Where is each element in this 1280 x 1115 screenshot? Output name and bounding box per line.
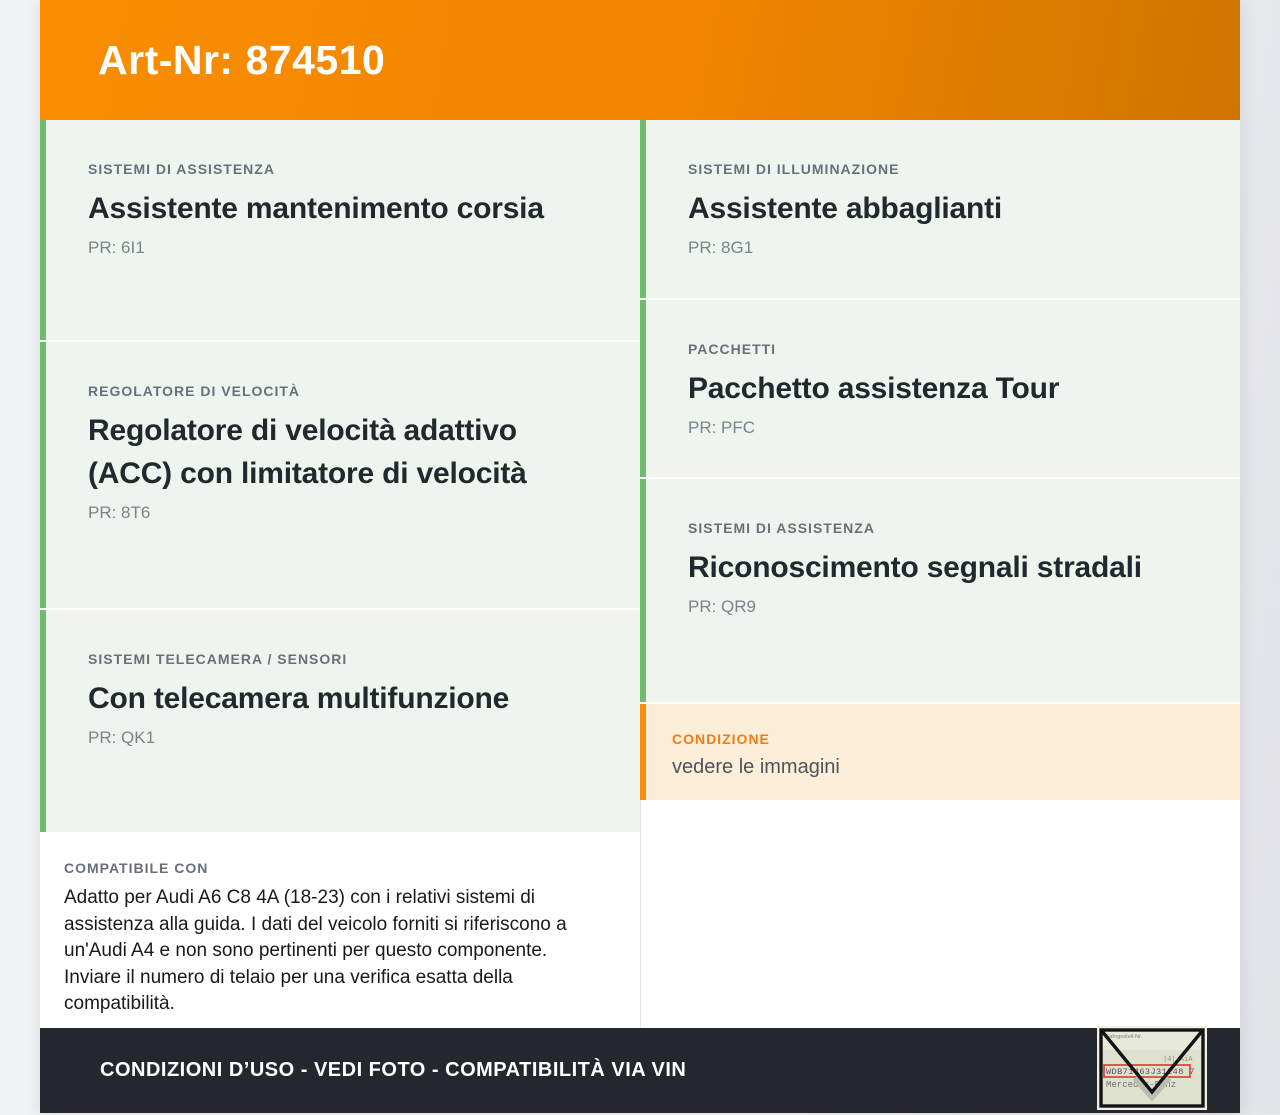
condition-card [640, 704, 1240, 800]
card-category-label: SISTEMI DI ILLUMINAZIONE [688, 161, 900, 177]
card-pr-code: PR: QK1 [88, 728, 156, 747]
svg-text:Fahrgestell-Nr.: Fahrgestell-Nr. [1106, 1034, 1143, 1040]
feature-card [640, 300, 1240, 477]
vin-envelope-image [1097, 1026, 1207, 1110]
card-category-label: SISTEMI DI ASSISTENZA [88, 161, 275, 177]
card-pr-code: PR: 8G1 [688, 238, 754, 257]
right-column [640, 120, 1240, 1028]
page-title: Art-Nr: 874510 [98, 36, 386, 83]
card-pr-code: PR: QR9 [688, 597, 757, 616]
card-title: Riconoscimento segnali stradali [688, 551, 1142, 584]
feature-card [40, 342, 640, 608]
card-title: Con telecamera multifunzione [88, 682, 510, 715]
svg-text:Mercedes-Benz: Mercedes-Benz [1106, 1080, 1177, 1090]
svg-text:|4| AiA: |4| AiA [1163, 1056, 1193, 1064]
card-category-label: PACCHETTI [688, 341, 777, 357]
column-filler [640, 800, 1240, 1028]
feature-card [640, 479, 1240, 702]
feature-card [40, 610, 640, 832]
svg-text:WDB71463J31248 7: WDB71463J31248 7 [1106, 1067, 1195, 1077]
left-column [40, 120, 640, 1028]
compatibility-label: COMPATIBILE CON [64, 860, 209, 876]
header-banner [40, 0, 1240, 120]
card-category-label: REGOLATORE DI VELOCITÀ [88, 383, 301, 399]
card-title: Pacchetto assistenza Tour [688, 372, 1060, 405]
compatibility-text: Adatto per Audi A6 C8 4A (18-23) con i relativi sistemi di assistenza alla guida. I dati del veicolo forniti si riferiscono a un'Audi A4 e non sono pertinenti per questo componente. Inviare il numero di telaio per una verifica esatta della compatibilità. [64, 887, 567, 1014]
card-title: Regolatore di velocità adattivo (ACC) con limitatore di velocità [88, 414, 527, 490]
feature-card [40, 120, 640, 340]
card-category-label: SISTEMI DI ASSISTENZA [688, 520, 875, 536]
condition-label: CONDIZIONE [672, 731, 770, 747]
footer-bar [40, 1028, 1240, 1113]
card-pr-code: PR: 6I1 [88, 238, 145, 257]
condition-text: vedere le immagini [672, 756, 840, 778]
vin-document [1097, 1026, 1207, 1110]
compatibility-card [40, 834, 640, 1028]
feature-card [640, 120, 1240, 298]
card-title: Assistente mantenimento corsia [88, 192, 544, 225]
card-pr-code: PR: PFC [688, 418, 756, 437]
card-category-label: SISTEMI TELECAMERA / SENSORI [88, 651, 348, 667]
listing-sheet [40, 0, 1240, 1113]
footer-text: CONDIZIONI D’USO - VEDI FOTO - COMPATIBILITÀ VIA VIN [100, 1059, 687, 1081]
card-title: Assistente abbaglianti [688, 192, 1003, 225]
main-content [40, 120, 1240, 1028]
card-pr-code: PR: 8T6 [88, 503, 151, 522]
